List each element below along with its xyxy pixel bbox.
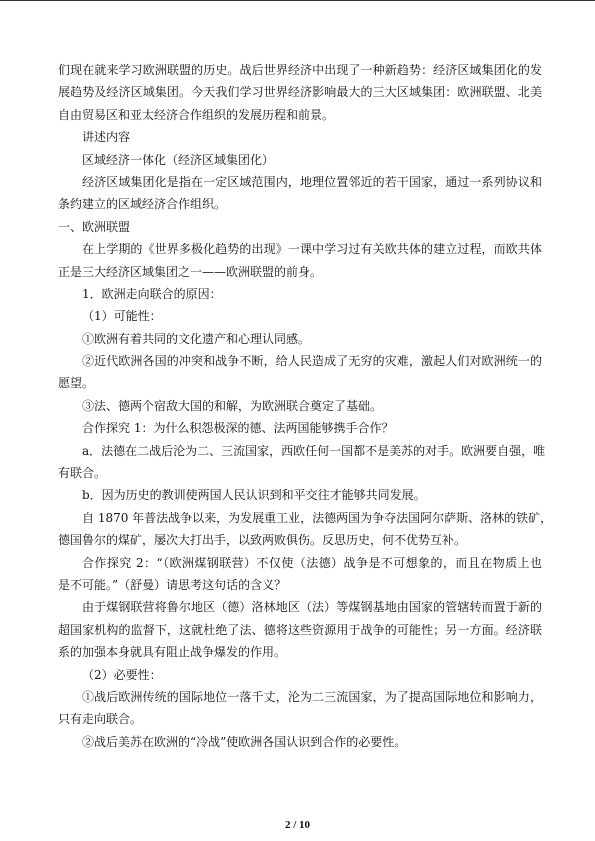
text-line: （1）可能性： bbox=[82, 309, 162, 324]
text-line: 合作探究 1：为什么积怨极深的德、法两国能够携手合作？ bbox=[82, 421, 394, 436]
text-line: 德国鲁尔的煤矿，屡次大打出手，以致两败俱伤。反思历史，何不优势互补。 bbox=[58, 533, 467, 548]
text-line: 们现在就来学习欧洲联盟的历史。战后世界经济中出现了一种新趋势：经济区域集团化的发 bbox=[58, 63, 542, 77]
text-line: 有联合。 bbox=[58, 466, 107, 481]
text-line: 由于煤钢联营将鲁尔地区（德）洛林地区（法）等煤钢基地由国家的管辖转而置于新的 bbox=[82, 600, 542, 615]
text-line: （2）必要性： bbox=[82, 667, 162, 682]
document-body bbox=[58, 59, 553, 753]
text-line: 展趋势及经济区域集团。今天我们学习世界经济影响最大的三大区域集团：欧洲联盟、北美 bbox=[58, 85, 542, 100]
text-line: 在上学期的《世界多极化趋势的出现》一课中学习过有关欧共体的建立过程，而欧共体 bbox=[82, 242, 542, 257]
text-line: 正是三大经济区域集团之一——欧洲联盟的前身。 bbox=[58, 264, 323, 279]
text-line: 超国家机构的监督下，这就杜绝了法、德将这些资源用于战争的可能性；另一方面。经济联 bbox=[58, 622, 542, 637]
text-line: 1．欧洲走向联合的原因： bbox=[82, 286, 222, 301]
text-line: 合作探究 2：“（欧洲煤钢联营）不仅使（法德）战争是不可想象的，而且在物质上也 bbox=[82, 555, 542, 570]
page-number: 2 / 10 bbox=[284, 819, 311, 831]
text-line: ①战后欧洲传统的国际地位一落千丈，沦为二三流国家，为了提高国际地位和影响力， bbox=[82, 689, 542, 704]
text-line: b．因为历史的教训使两国人民认识到和平交往才能够共同发展。 bbox=[82, 488, 426, 503]
text-line: a．法德在二战后沦为二、三流国家，西欧任何一国都不是美苏的对手。欧洲要自强，唯 bbox=[82, 443, 546, 458]
text-line: 是不可能。”（舒曼）请思考这句话的含义？ bbox=[58, 577, 287, 592]
text-line: 讲述内容 bbox=[82, 130, 131, 145]
text-line: 经济区域集团化是指在一定区域范围内，地理位置邻近的若干国家，通过一系列协议和 bbox=[82, 174, 542, 189]
text-line: 愿望。 bbox=[58, 376, 95, 391]
text-line: 自 1870 年普法战争以来，为发展重工业，法德两国为争夺法国阿尔萨斯、洛林的铁矿， bbox=[82, 510, 553, 525]
text-line: 区域经济一体化（经济区域集团化） bbox=[82, 152, 275, 167]
text-line: ②近代欧洲各国的冲突和战争不断，给人民造成了无穷的灾难，激起人们对欧洲统一的 bbox=[82, 354, 542, 369]
text-line: ②战后美苏在欧洲的“冷战”使欧洲各国认识到合作的必要性。 bbox=[82, 734, 407, 749]
text-line: ③法、德两个宿敌大国的和解，为欧洲联合奠定了基础。 bbox=[82, 398, 383, 413]
text-line: 自由贸易区和亚太经济合作组织的发展历程和前景。 bbox=[58, 107, 335, 122]
header-rule bbox=[0, 0, 595, 1]
text-line: ①欧洲有着共同的文化遗产和心理认同感。 bbox=[82, 331, 311, 346]
text-line: 只有走向联合。 bbox=[58, 712, 143, 727]
text-line: 系的加强本身就具有阻止战争爆发的作用。 bbox=[58, 645, 287, 660]
text-line: 条约建立的区域经济合作组织。 bbox=[58, 197, 227, 212]
text-line: 一、欧洲联盟 bbox=[58, 219, 131, 234]
